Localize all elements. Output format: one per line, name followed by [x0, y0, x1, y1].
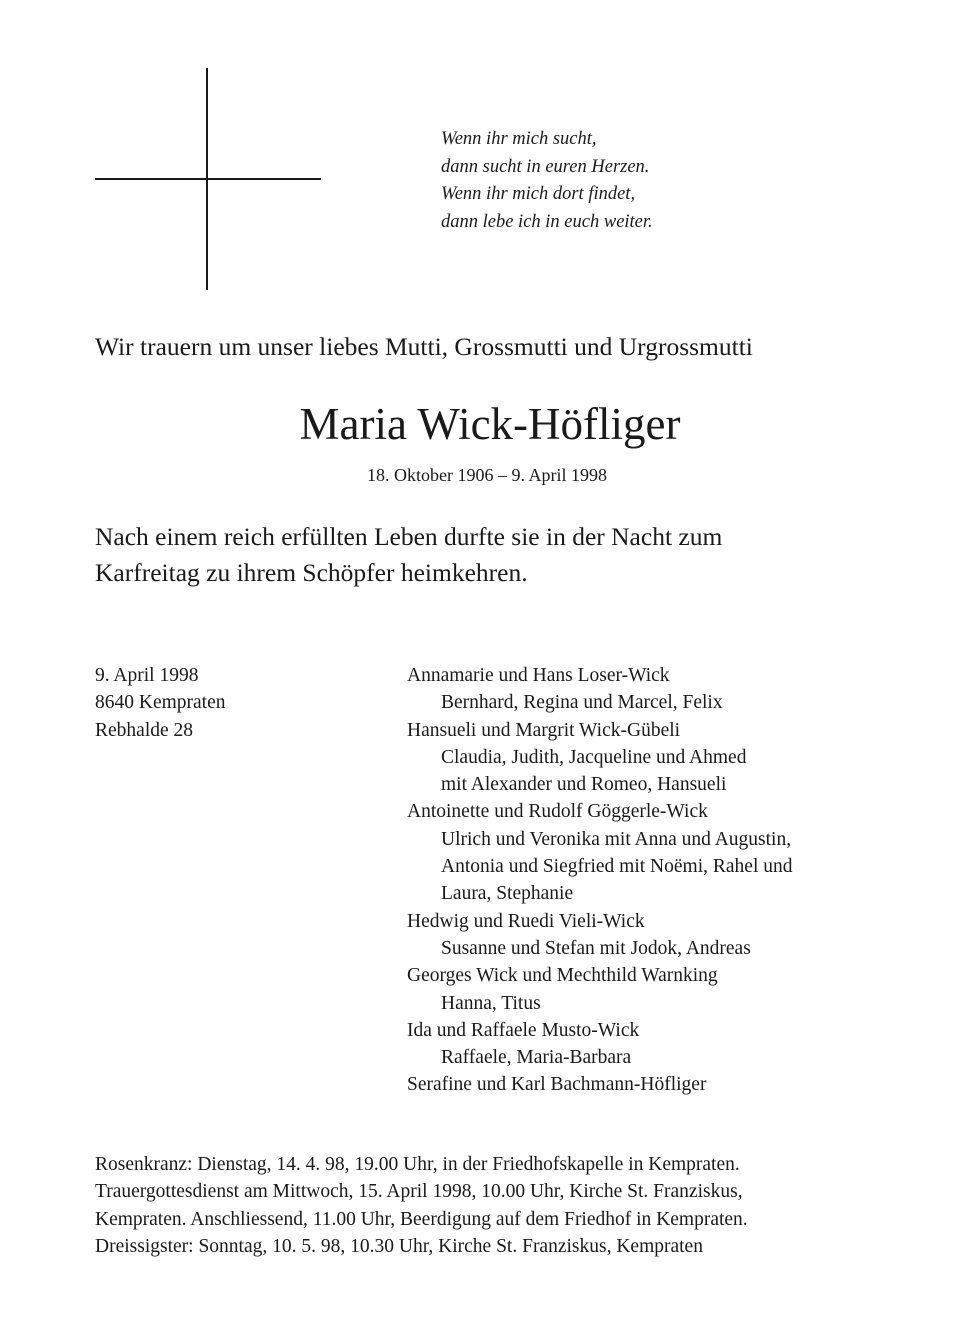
poem-line: Wenn ihr mich dort findet,: [441, 184, 636, 204]
address-line: 8640 Kempraten: [95, 692, 226, 714]
poem-line: Wenn ihr mich sucht,: [441, 129, 597, 149]
service-line: Trauergottesdienst am Mittwoch, 15. April 1998, 10.00 Uhr, Kirche St. Franziskus,: [95, 1181, 743, 1203]
service-line: Kempraten. Anschliessend, 11.00 Uhr, Beerdigung auf dem Friedhof in Kempraten.: [95, 1208, 748, 1230]
family-members: mit Alexander und Romeo, Hansueli: [441, 774, 727, 796]
family-head: Annamarie und Hans Loser-Wick: [407, 665, 670, 686]
mourning-intro: Wir trauern um unser liebes Mutti, Grossmutti und Urgrossmutti: [95, 332, 753, 361]
address-line: 9. April 1998: [95, 665, 199, 686]
family-members: Hanna, Titus: [441, 992, 541, 1014]
service-details: [95, 1151, 748, 1260]
family-members: Antonia und Siegfried mit Noëmi, Rahel und: [441, 856, 793, 878]
family-head: Georges Wick und Mechthild Warnking: [407, 965, 718, 987]
poem-line: dann sucht in euren Herzen.: [441, 156, 650, 177]
life-dates: 18. Oktober 1906 – 9. April 1998: [367, 465, 607, 485]
statement-line: Nach einem reich erfüllten Leben durfte sie in der Nacht zum: [95, 522, 723, 551]
service-line: Dreissigster: Sonntag, 10. 5. 98, 10.30 Uhr, Kirche St. Franziskus, Kempraten: [95, 1235, 703, 1257]
family-head: Hedwig und Ruedi Vieli-Wick: [407, 910, 645, 932]
family-members: Laura, Stephanie: [441, 883, 574, 905]
poem: [441, 126, 653, 236]
family-list: [407, 662, 793, 1099]
family-head: Ida und Raffaele Musto-Wick: [407, 1019, 640, 1041]
family-head: Serafine und Karl Bachmann-Höfliger: [407, 1074, 707, 1096]
sender-address: [95, 662, 226, 744]
statement-line: Karfreitag zu ihrem Schöpfer heimkehren.: [95, 558, 528, 587]
cross-horizontal-bar: [95, 178, 321, 180]
family-head: Hansueli und Margrit Wick-Gübeli: [407, 719, 681, 741]
address-line: Rebhalde 28: [95, 719, 194, 741]
deceased-name: Maria Wick-Höfliger: [299, 399, 681, 449]
passing-statement: [95, 519, 875, 591]
poem-line: dann lebe ich in euch weiter.: [441, 211, 653, 232]
family-members: Claudia, Judith, Jacqueline und Ahmed: [441, 746, 747, 768]
family-head: Antoinette und Rudolf Göggerle-Wick: [407, 801, 708, 823]
family-members: Ulrich und Veronika mit Anna und Augustin,: [441, 828, 792, 850]
family-members: Raffaele, Maria-Barbara: [441, 1047, 632, 1069]
family-members: Bernhard, Regina und Marcel, Felix: [441, 692, 723, 714]
family-members: Susanne und Stefan mit Jodok, Andreas: [441, 937, 751, 959]
service-line: Rosenkranz: Dienstag, 14. 4. 98, 19.00 Uhr, in der Friedhofskapelle in Kempraten.: [95, 1154, 740, 1175]
